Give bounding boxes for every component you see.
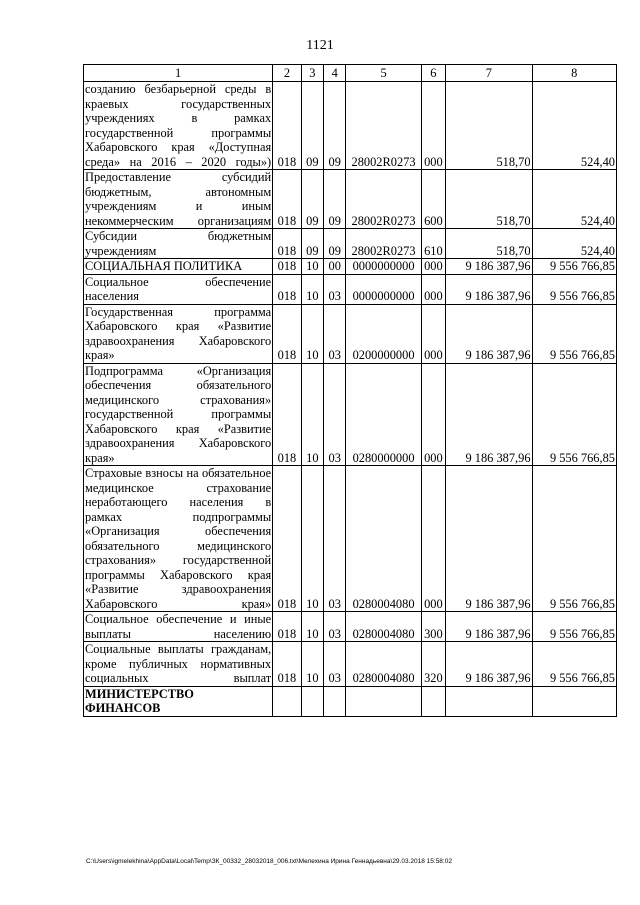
row-cell-c4: 03 xyxy=(324,642,346,687)
row-cell-c2: 018 xyxy=(273,612,301,642)
row-cell-c3: 10 xyxy=(301,612,323,642)
row-cell-c6: 000 xyxy=(421,82,445,170)
row-cell-c6: 610 xyxy=(421,229,445,259)
table-row xyxy=(84,82,617,170)
row-cell-c7: 9 186 387,96 xyxy=(446,259,532,275)
row-cell-c5: 0280004080 xyxy=(346,466,421,612)
row-cell-c8: 9 556 766,85 xyxy=(532,612,616,642)
row-cell-c7: 9 186 387,96 xyxy=(446,274,532,304)
table-row xyxy=(84,612,617,642)
row-cell-c4: 03 xyxy=(324,304,346,363)
row-cell-c5 xyxy=(346,686,421,716)
row-cell-c4: 03 xyxy=(324,466,346,612)
column-header: 7 xyxy=(446,65,532,82)
row-cell-c3: 10 xyxy=(301,259,323,275)
column-header: 8 xyxy=(532,65,616,82)
row-cell-c5: 0200000000 xyxy=(346,304,421,363)
row-cell-c5: 0000000000 xyxy=(346,259,421,275)
row-cell-c2: 018 xyxy=(273,229,301,259)
row-description: Социальное обеспечение населения xyxy=(85,274,272,303)
row-cell-c2: 018 xyxy=(273,642,301,687)
row-cell-c2: 018 xyxy=(273,274,301,304)
row-cell-c3: 10 xyxy=(301,363,323,466)
row-cell-c7: 9 186 387,96 xyxy=(446,612,532,642)
row-cell-c3 xyxy=(301,686,323,716)
row-cell-c4: 03 xyxy=(324,363,346,466)
row-cell-c4: 09 xyxy=(324,82,346,170)
row-cell-c2: 018 xyxy=(273,466,301,612)
row-cell-c7: 518,70 xyxy=(446,229,532,259)
row-cell-c2 xyxy=(273,686,301,716)
table-row xyxy=(84,170,617,229)
row-cell-c2: 018 xyxy=(273,363,301,466)
row-description: созданию безбарьерной среды в краевых государственных учреждениях в рамках государственной программы Хабаровского края «Доступная среда» на 2016 – 2020 годы») xyxy=(85,82,272,169)
row-cell-c8 xyxy=(532,686,616,716)
row-cell-c4: 03 xyxy=(324,612,346,642)
row-cell-c3: 10 xyxy=(301,304,323,363)
row-cell-c5: 0280004080 xyxy=(346,612,421,642)
row-cell-c7: 518,70 xyxy=(446,170,532,229)
row-cell-c2: 018 xyxy=(273,259,301,275)
row-cell-c6: 600 xyxy=(421,170,445,229)
row-cell-c5: 0280004080 xyxy=(346,642,421,687)
table-row xyxy=(84,274,617,304)
row-cell-c8: 9 556 766,85 xyxy=(532,274,616,304)
row-cell-c6: 000 xyxy=(421,274,445,304)
table-row xyxy=(84,304,617,363)
row-description: Государственная программа Хабаровского края «Развитие здравоохранения Хабаровского края» xyxy=(85,304,272,362)
row-cell-c8: 524,40 xyxy=(532,229,616,259)
row-cell-c7: 9 186 387,96 xyxy=(446,642,532,687)
row-cell-c3: 09 xyxy=(301,170,323,229)
column-header: 1 xyxy=(84,65,273,82)
row-cell-c4: 03 xyxy=(324,274,346,304)
row-cell-c6 xyxy=(421,686,445,716)
row-cell-c7: 9 186 387,96 xyxy=(446,304,532,363)
column-header: 4 xyxy=(324,65,346,82)
row-cell-c3: 09 xyxy=(301,82,323,170)
row-cell-c8: 9 556 766,85 xyxy=(532,363,616,466)
row-cell-c8: 9 556 766,85 xyxy=(532,304,616,363)
row-description: Субсидии бюджетным учреждениям xyxy=(85,229,272,258)
row-cell-c3: 09 xyxy=(301,229,323,259)
row-cell-c6: 000 xyxy=(421,363,445,466)
table-row xyxy=(84,642,617,687)
row-cell-c7 xyxy=(446,686,532,716)
row-cell-c5: 0280000000 xyxy=(346,363,421,466)
table-row xyxy=(84,466,617,612)
row-cell-c6: 000 xyxy=(421,466,445,612)
row-cell-c6: 300 xyxy=(421,612,445,642)
column-header: 3 xyxy=(301,65,323,82)
row-cell-c4: 09 xyxy=(324,229,346,259)
table-row xyxy=(84,229,617,259)
row-description: СОЦИАЛЬНАЯ ПОЛИТИКА xyxy=(84,259,273,275)
row-description: МИНИСТЕРСТВО ФИНАНСОВ xyxy=(84,686,273,716)
row-cell-c6: 000 xyxy=(421,304,445,363)
table-row xyxy=(84,259,617,275)
row-cell-c5: 28002R0273 xyxy=(346,82,421,170)
row-cell-c8: 524,40 xyxy=(532,170,616,229)
row-cell-c3: 10 xyxy=(301,466,323,612)
row-cell-c4 xyxy=(324,686,346,716)
row-cell-c6: 000 xyxy=(421,259,445,275)
row-cell-c4: 09 xyxy=(324,170,346,229)
document-footer-path: C:\Users\igmelekhina\AppData\Local\Temp\ЗК_00332_28032018_006.txt\Мелехина Ирина Геннадьевна\29.03.2018 15:58:02 xyxy=(86,858,452,865)
table-row xyxy=(84,686,617,716)
budget-table xyxy=(83,64,617,717)
column-header: 2 xyxy=(273,65,301,82)
page-number: 1121 xyxy=(306,38,334,53)
row-description: Страховые взносы на обязательное медицинское страхование неработающего населения в рамках подпрограммы «Организация обеспечения обязательного медицинского страхования» государственной программы Хабаровского края «Развитие здравоохранения Хабаровского края» xyxy=(85,466,272,611)
row-cell-c6: 320 xyxy=(421,642,445,687)
table-row xyxy=(84,363,617,466)
row-cell-c3: 10 xyxy=(301,274,323,304)
row-cell-c5: 28002R0273 xyxy=(346,229,421,259)
row-cell-c7: 9 186 387,96 xyxy=(446,466,532,612)
row-cell-c3: 10 xyxy=(301,642,323,687)
row-description: Социальное обеспечение и иные выплаты населению xyxy=(85,612,272,641)
row-cell-c7: 518,70 xyxy=(446,82,532,170)
row-cell-c8: 9 556 766,85 xyxy=(532,466,616,612)
row-cell-c2: 018 xyxy=(273,82,301,170)
row-cell-c4: 00 xyxy=(324,259,346,275)
row-cell-c8: 9 556 766,85 xyxy=(532,259,616,275)
row-description: Предоставление субсидий бюджетным, автономным учреждениям и иным некоммерческим организациям xyxy=(85,170,272,228)
row-cell-c2: 018 xyxy=(273,304,301,363)
row-description: Социальные выплаты гражданам, кроме публичных нормативных социальных выплат xyxy=(85,642,272,685)
row-cell-c7: 9 186 387,96 xyxy=(446,363,532,466)
row-cell-c5: 0000000000 xyxy=(346,274,421,304)
header-row xyxy=(84,65,617,82)
row-cell-c8: 9 556 766,85 xyxy=(532,642,616,687)
row-description: Подпрограмма «Организация обеспечения обязательного медицинского страхования» государственной программы Хабаровского края «Развитие здравоохранения Хабаровского края» xyxy=(85,363,272,465)
row-cell-c5: 28002R0273 xyxy=(346,170,421,229)
row-cell-c2: 018 xyxy=(273,170,301,229)
row-cell-c8: 524,40 xyxy=(532,82,616,170)
column-header: 5 xyxy=(346,65,421,82)
column-header: 6 xyxy=(421,65,445,82)
